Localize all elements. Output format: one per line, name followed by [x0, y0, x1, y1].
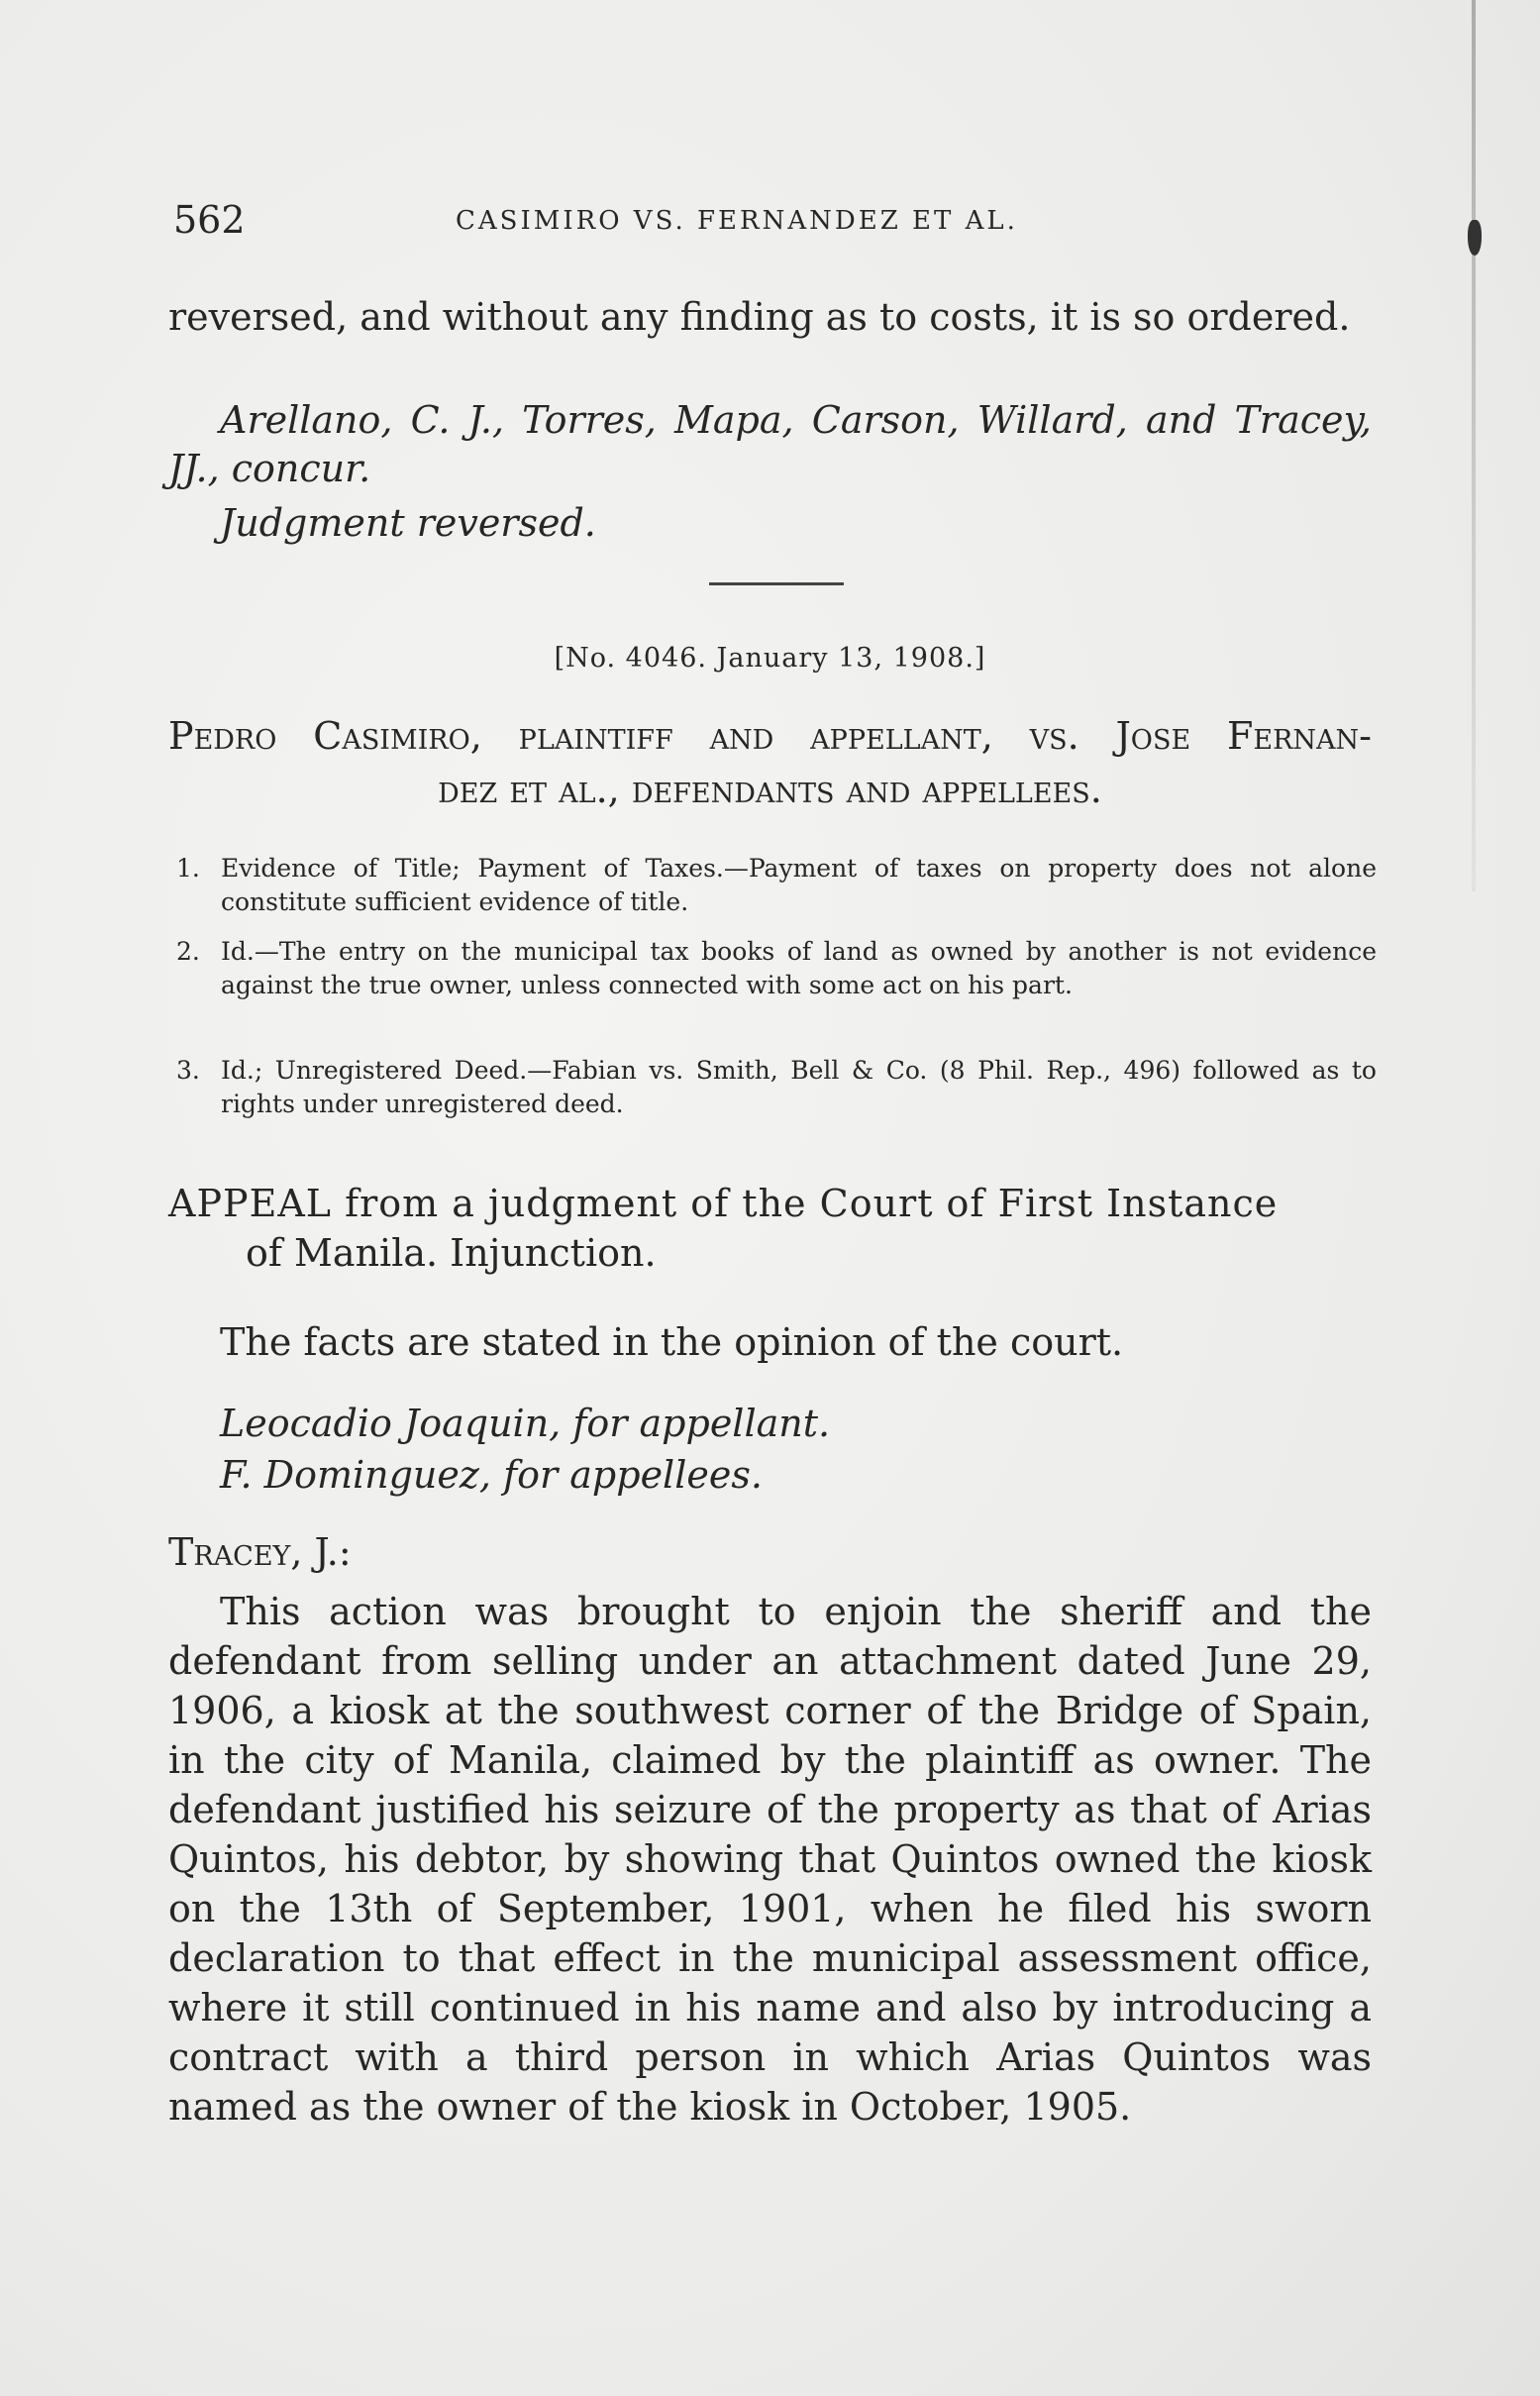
judgment-line: Judgment reversed. — [220, 501, 596, 545]
prior-case-closing: reversed, and without any finding as to costs, it is so ordered. — [168, 295, 1351, 339]
syllabus-text: Id.—The entry on the municipal tax books of land as owned by another is not evidence against the true owner, unless connected with some act on his part. — [221, 937, 1377, 999]
syllabus-text: Id.; Unregistered Deed.—Fabian vs. Smith, Bell & Co. (8 Phil. Rep., 496) followed as to rights under unregistered deed. — [221, 1056, 1377, 1118]
syllabus-number: 2. — [176, 937, 200, 966]
section-divider — [709, 582, 844, 585]
running-header — [173, 198, 1372, 258]
case-title-line-1: Pedro Casimiro, plaintiff and appellant, vs. Jose Fernan- — [168, 714, 1372, 758]
page-number: 562 — [173, 198, 246, 242]
concurrence-line: Arellano, C. J., Torres, Mapa, Carson, Willard, and Tracey, JJ., concur. — [168, 398, 1372, 490]
appeal-line-1: APPEAL from a judgment of the Court of First Instance — [168, 1182, 1279, 1225]
counsel-appellant: Leocadio Joaquin, for appellant. — [220, 1402, 831, 1445]
syllabus-item — [176, 1054, 1377, 1121]
syllabus-item — [176, 852, 1377, 919]
running-title: CASIMIRO VS. FERNANDEZ ET AL. — [456, 206, 1018, 236]
facts-statement: The facts are stated in the opinion of the court. — [220, 1320, 1124, 1364]
appeal-line-2: of Manila. Injunction. — [246, 1231, 657, 1275]
syllabus-number: 1. — [176, 854, 200, 883]
page-edge-shadow — [1472, 0, 1476, 891]
opinion-judge: Tracey, J.: — [168, 1530, 352, 1574]
syllabus-text: Evidence of Title; Payment of Taxes.—Payment of taxes on property does not alone constitute sufficient evidence of title. — [221, 854, 1377, 916]
syllabus-number: 3. — [176, 1056, 200, 1085]
opinion-paragraph: This action was brought to enjoin the sheriff and the defendant from selling under an attachment dated June 29, 1906, a kiosk at the southwest corner of the Bridge of Spain, in the city of Manila, claimed by the plaintiff as owner. The defendant justified his seizure of the property as that of Arias Quintos, his debtor, by showing that Quintos owned the kiosk on the 13th of September, 1901, when he filed his sworn declaration to that effect in the municipal assessment office, where it still continued in his name and also by introducing a contract with a third person in which Arias Quintos was named as the owner of the kiosk in October, 1905. — [168, 1590, 1372, 2129]
syllabus-item — [176, 935, 1377, 1002]
docket-line: [No. 4046. January 13, 1908.] — [554, 643, 986, 674]
edge-ink-mark — [1468, 220, 1482, 256]
counsel-appellees: F. Dominguez, for appellees. — [220, 1453, 763, 1497]
case-title-line-2: dez et al., defendants and appellees. — [438, 768, 1102, 811]
